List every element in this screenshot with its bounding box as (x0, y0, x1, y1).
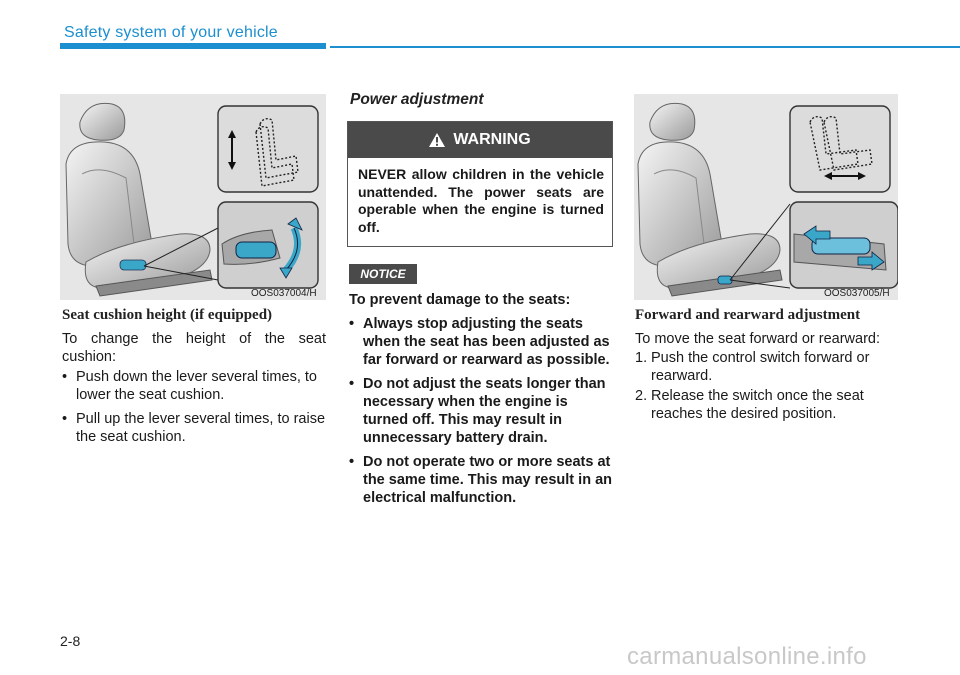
figure-code-left: OOS037004/H (251, 288, 317, 299)
list-item: • Push down the lever several times, to lower the seat cushion. (62, 368, 326, 404)
warning-text: NEVER allow children in the vehicle unattended. The power seats are operable when the engine is turned off. (358, 166, 604, 235)
figure-forward-rearward (634, 94, 898, 300)
figure-seat-height (60, 94, 326, 300)
list-item: • Do not adjust the seats longer than necessary when the engine is turned off. This may result in unnecessary battery drain. (349, 375, 612, 447)
power-adjustment-heading: Power adjustment (350, 91, 484, 108)
section-title: Safety system of your vehicle (64, 24, 278, 41)
warning-header (348, 122, 612, 158)
seat-height-list (62, 368, 326, 452)
warning-label: WARNING (453, 131, 531, 148)
header-rule (330, 46, 960, 48)
list-item: • Pull up the lever several times, to raise the seat cushion. (62, 410, 326, 446)
figure-code-right: OOS037005/H (824, 288, 890, 299)
warning-box (347, 121, 613, 247)
seat-height-illustration (60, 94, 326, 300)
header-bar (60, 43, 326, 49)
seat-height-intro: To change the height of the seat cushion: (62, 331, 326, 365)
seat-slide-illustration (634, 94, 898, 300)
list-item: 2. Release the switch once the seat reaches the desired position. (635, 388, 864, 422)
list-item: • Always stop adjusting the seats when the seat has been adjusted as far forward or rearward as possible. (349, 315, 612, 369)
watermark: carmanualsonline.info (627, 643, 867, 670)
forward-rearward-intro: To move the seat forward or rearward: (635, 331, 880, 347)
list-item: 1. Push the control switch forward or rearward. (635, 350, 870, 384)
notice-badge: NOTICE (349, 264, 417, 284)
warning-icon (429, 133, 445, 147)
list-item: • Do not operate two or more seats at the same time. This may result in an electrical malfunction. (349, 453, 612, 507)
notice-list (349, 315, 612, 513)
forward-rearward-heading: Forward and rearward adjustment (635, 307, 861, 323)
forward-rearward-steps (635, 349, 899, 425)
notice-intro: To prevent damage to the seats: (349, 292, 571, 308)
seat-height-heading: Seat cushion height (if equipped) (62, 307, 273, 323)
page-number: 2-8 (60, 633, 81, 649)
